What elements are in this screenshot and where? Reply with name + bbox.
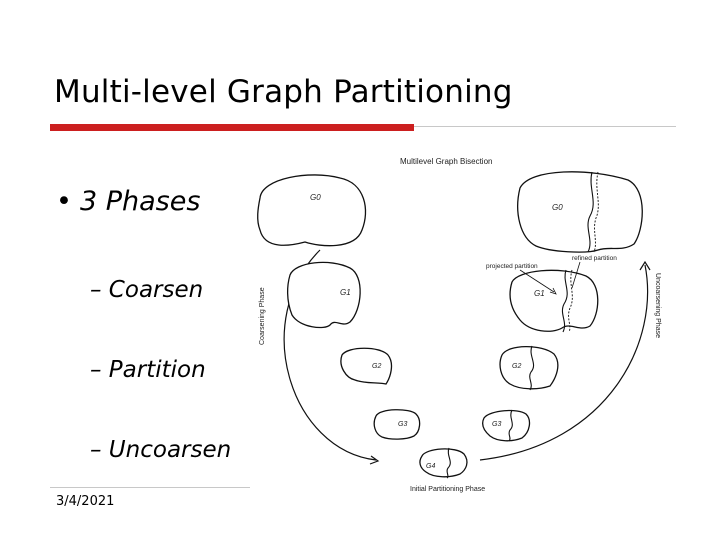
bullet-dot-icon: • bbox=[56, 186, 72, 217]
graph-g0-uncoarse bbox=[518, 172, 643, 252]
slide-title: Multi-level Graph Partitioning bbox=[54, 74, 513, 110]
refined-partition-label: refined partition bbox=[572, 255, 617, 262]
sub-item-partition: – Partition bbox=[90, 357, 206, 383]
coarsening-phase-label: Coarsening Phase bbox=[259, 287, 266, 345]
graph-g2-label-right: G2 bbox=[512, 363, 522, 370]
uncoarsening-phase-label: Uncoarsening Phase bbox=[654, 273, 661, 338]
graph-g0-label-right: G0 bbox=[552, 203, 563, 212]
graph-g3-label-left: G3 bbox=[398, 421, 408, 428]
footer-divider-left bbox=[50, 487, 250, 488]
graph-g0-label-left: G0 bbox=[310, 193, 321, 202]
graph-g3-uncoarse bbox=[483, 411, 530, 441]
graph-g0-coarse bbox=[258, 175, 366, 246]
multilevel-bisection-figure bbox=[250, 150, 680, 500]
title-accent-bar bbox=[50, 124, 414, 131]
projected-partition-label: projected partition bbox=[486, 263, 538, 270]
slide-date: 3/4/2021 bbox=[56, 494, 115, 509]
graph-g3-label-right: G3 bbox=[492, 421, 502, 428]
graph-g2-label-left: G2 bbox=[372, 363, 382, 370]
initial-partitioning-label: Initial Partitioning Phase bbox=[410, 486, 486, 493]
graph-g4-label: G4 bbox=[426, 463, 436, 470]
graph-g3-coarse bbox=[374, 410, 419, 439]
graph-g1-uncoarse bbox=[510, 270, 598, 331]
graph-g2-uncoarse bbox=[500, 347, 558, 389]
graph-g1-label-right: G1 bbox=[534, 289, 545, 298]
sub-item-uncoarsen: – Uncoarsen bbox=[90, 437, 232, 463]
sub-item-coarsen: – Coarsen bbox=[90, 277, 204, 303]
bullet-point bbox=[56, 186, 200, 217]
bullet-text: 3 Phases bbox=[79, 186, 201, 217]
figure-title: Multilevel Graph Bisection bbox=[400, 157, 493, 166]
graph-g1-label-left: G1 bbox=[340, 288, 351, 297]
title-divider-line bbox=[414, 126, 676, 127]
